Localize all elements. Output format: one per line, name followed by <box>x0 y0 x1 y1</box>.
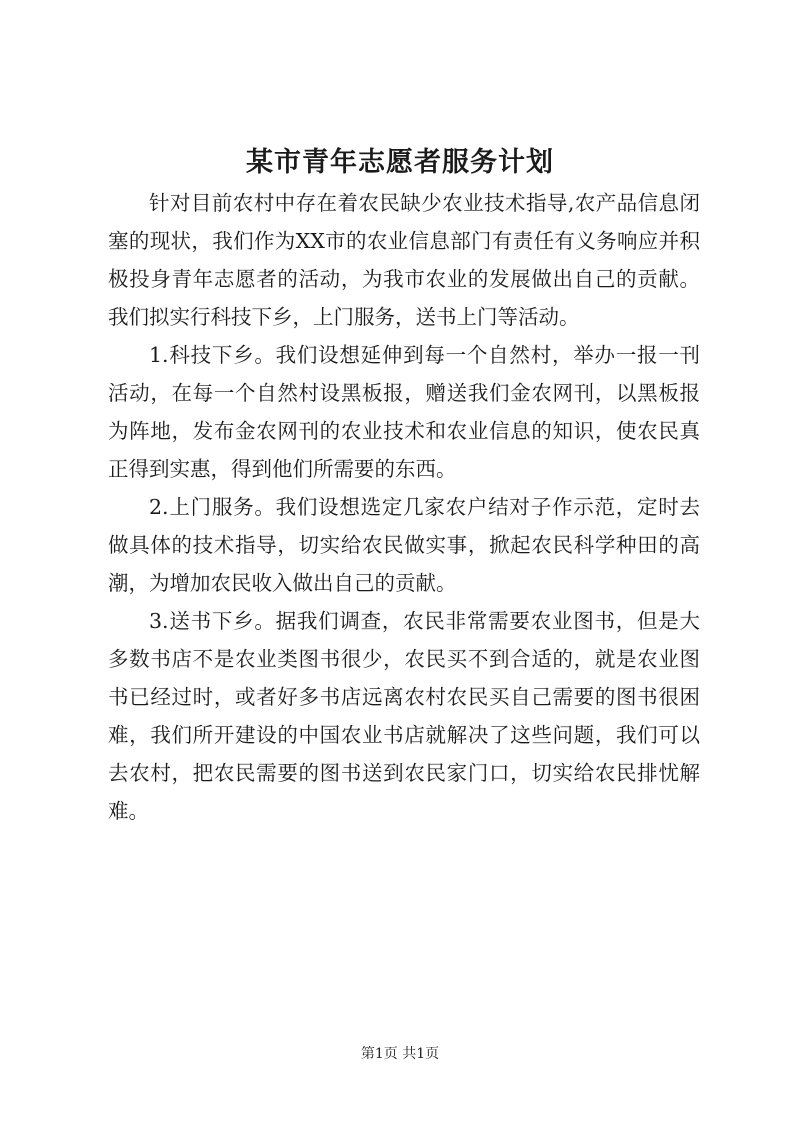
paragraph-books-to-village: 3.送书下乡。据我们调查，农民非常需要农业图书，但是大多数书店不是农业类图书很少，农民买不到合适的，就是农业图书已经过时，或者好多书店远离农村农民买自己需要的图书很困难，我们所开建设的中国农业书店就解决了这些问题，我们可以去农村，把农民需要的图书送到农民家门口，切实给农民排忧解难。 <box>108 609 700 823</box>
paragraph-door-service: 2.上门服务。我们设想选定几家农户结对子作示范，定时去做具体的技术指导，切实给农民做实事，掀起农民科学种田的高潮，为增加农民收入做出自己的贡献。 <box>108 495 700 595</box>
page-number-footer: 第1页 共1页 <box>360 1046 440 1062</box>
page-title: 某市青年志愿者服务计划 <box>246 147 554 178</box>
document-body <box>108 184 700 830</box>
paragraph-tech-to-village: 1.科技下乡。我们设想延伸到每一个自然村，举办一报一刊活动，在每一个自然村设黑板报，赠送我们金农网刊，以黑板报为阵地，发布金农网刊的农业技术和农业信息的知识，使农民真正得到实惠，得到他们所需要的东西。 <box>108 343 700 481</box>
intro-paragraph: 针对目前农村中存在着农民缺少农业技术指导,农产品信息闭塞的现状，我们作为XX市的农业信息部门有责任有义务响应并积极投身青年志愿者的活动，为我市农业的发展做出自己的贡献。我们拟实行科技下乡，上门服务，送书上门等活动。 <box>108 191 700 329</box>
